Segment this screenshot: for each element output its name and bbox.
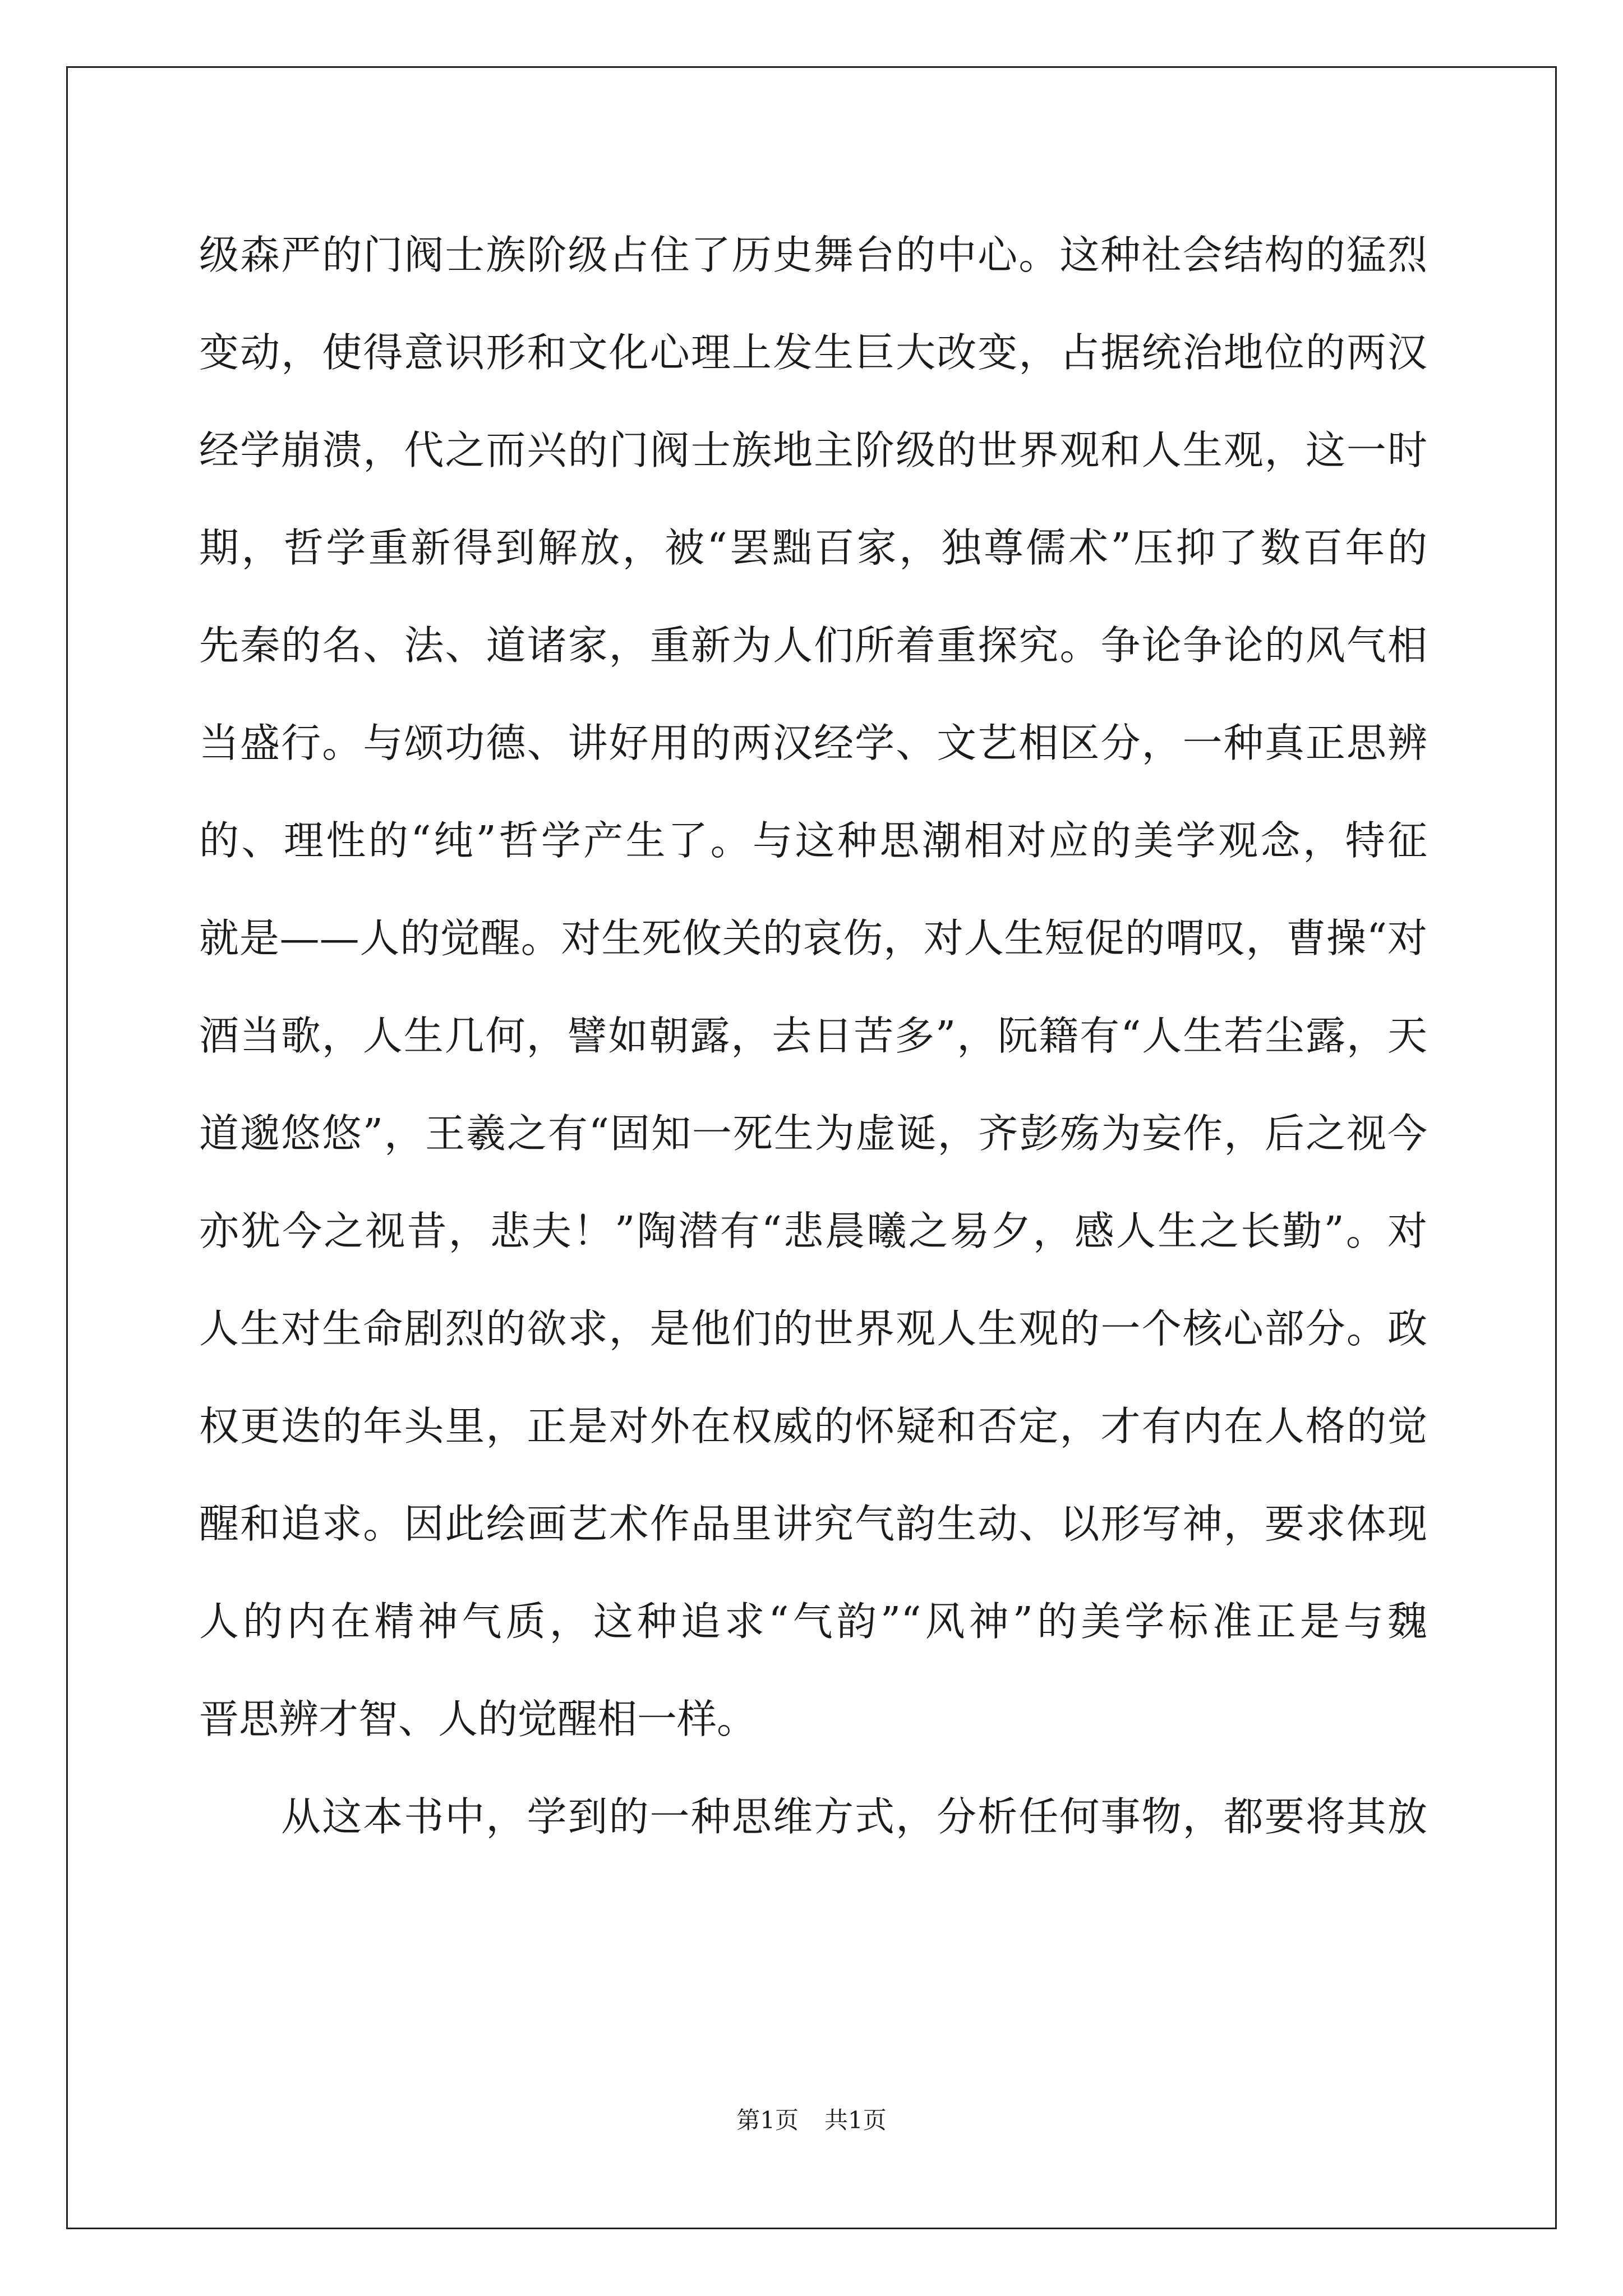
- text-line: 级森严的门阀士族阶级占住了历史舞台的中心。这种社会结构的猛烈: [199, 232, 1427, 278]
- text-line: 人生对生命剧烈的欲求，是他们的世界观人生观的一个核心部分。政: [199, 1305, 1427, 1352]
- page-footer: [0, 2104, 1623, 2137]
- text-line: 醒和追求。因此绘画艺术作品里讲究气韵生动、以形写神，要求体现: [199, 1501, 1427, 1547]
- text-line: 就是——人的觉醒。对生死攸关的哀伤，对人生短促的喟叹，曹操“对: [199, 915, 1427, 961]
- text-line: 变动，使得意识形和文化心理上发生巨大改变，占据统治地位的两汉: [199, 329, 1427, 376]
- text-line: 亦犹今之视昔，悲夫！”陶潜有“悲晨曦之易夕，感人生之长勤”。对: [199, 1208, 1427, 1254]
- text-line: 道邈悠悠”，王羲之有“固知一死生为虚诞，齐彭殇为妄作，后之视今: [199, 1110, 1427, 1157]
- text-line: 人的内在精神气质，这种追求“气韵”“风神”的美学标准正是与魏: [199, 1598, 1427, 1645]
- text-line-paragraph-start: 从这本书中，学到的一种思维方式，分析任何事物，都要将其放: [281, 1793, 1427, 1840]
- page-total: 共1页: [824, 2106, 887, 2134]
- page-number: 第1页: [736, 2106, 799, 2134]
- text-line-paragraph-end: 晋思辨才智、人的觉醒相一样。: [199, 1696, 757, 1742]
- text-line: 期，哲学重新得到解放，被“罢黜百家，独尊儒术”压抑了数百年的: [199, 524, 1427, 571]
- document-body: [199, 206, 1427, 1866]
- text-line: 权更迭的年头里，正是对外在权威的怀疑和否定，才有内在人格的觉: [199, 1403, 1427, 1450]
- text-line: 的、理性的“纯”哲学产生了。与这种思潮相对应的美学观念，特征: [199, 817, 1427, 864]
- text-line: 酒当歌，人生几何，譬如朝露，去日苦多”，阮籍有“人生若尘露，天: [199, 1013, 1427, 1059]
- text-line: 当盛行。与颂功德、讲好用的两汉经学、文艺相区分，一种真正思辨: [199, 720, 1427, 766]
- text-line: 经学崩溃，代之而兴的门阀士族地主阶级的世界观和人生观，这一时: [199, 427, 1427, 473]
- text-line: 先秦的名、法、道诸家，重新为人们所着重探究。争论争论的风气相: [199, 622, 1427, 669]
